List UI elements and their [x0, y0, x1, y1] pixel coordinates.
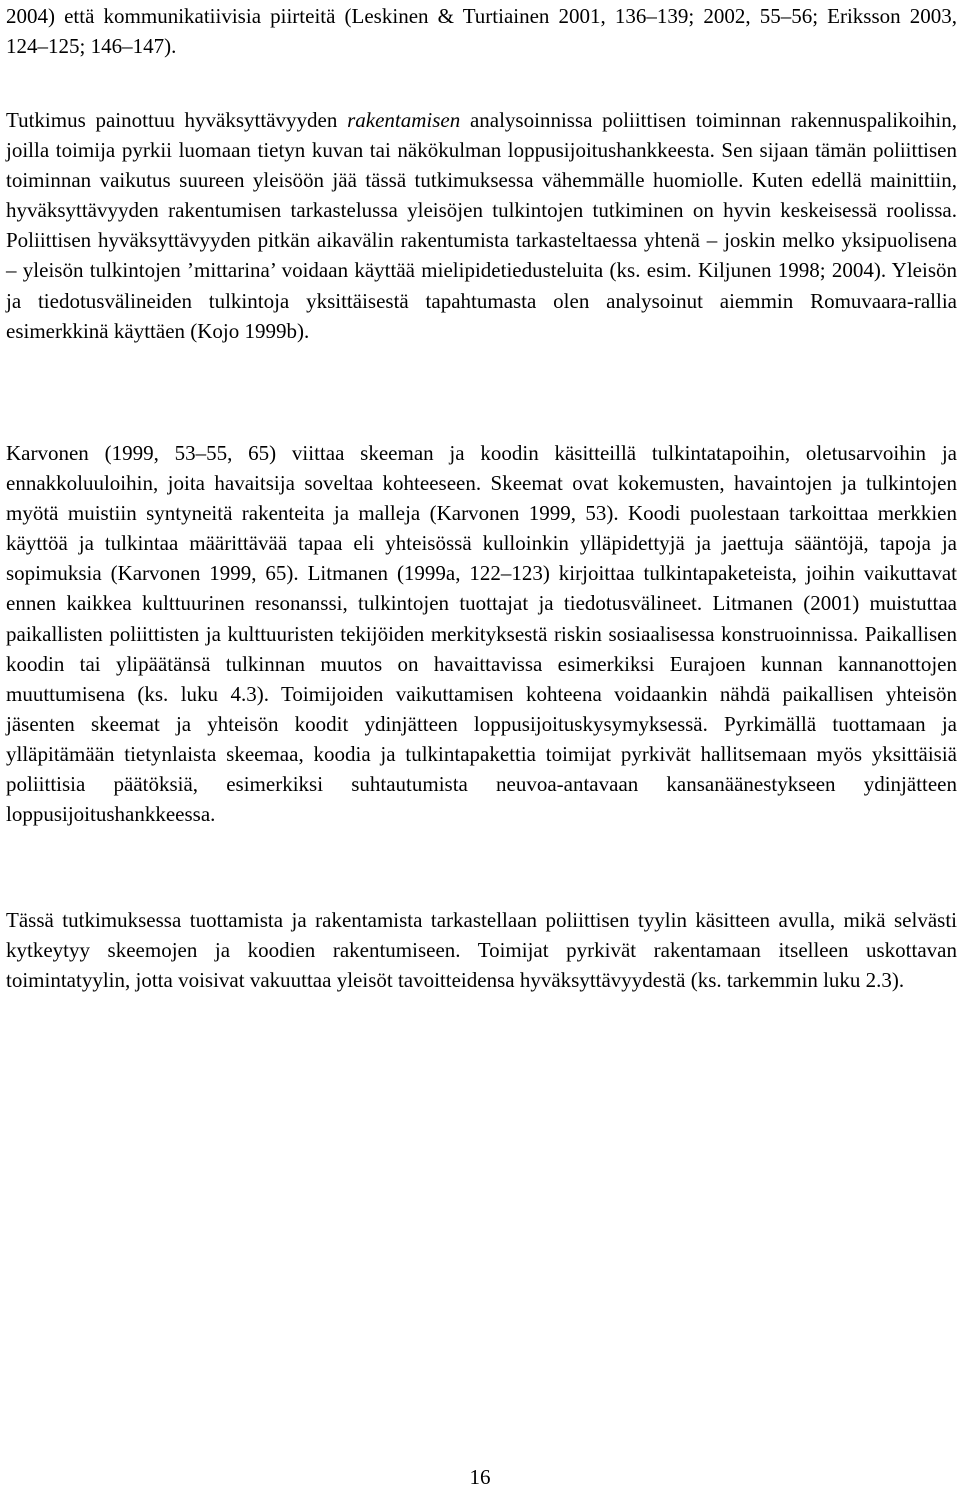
page-number: 16	[469, 1465, 491, 1489]
paragraph-political-style: Tässä tutkimuksessa tuottamista ja rakentamista tarkastellaan poliittisen tyylin käsitteen avulla, mikä selvästi kytkeytyy skeemojen ja koodien rakentumiseen. Toimijat pyrkivät rakentamaan itselleen uskottavan toimintatyylin, jotta voisivat vakuuttaa yleisöt tavoitteidensa hyväksyttävyydestä (ks. tarkemmin luku 2.3).	[6, 908, 957, 993]
paragraph-citation-continuation: 2004) että kommunikatiivisia piirteitä (Leskinen & Turtiainen 2001, 136–139; 2002, 55–56; Eriksson 2003, 124–125; 146–147).	[6, 4, 957, 59]
paragraph-text-rest: analysoinnissa poliittisen toiminnan rakennuspalikoihin, joilla toimija pyrkii luomaan tietyn kuvan tai näkökulman loppusijoitushankkeesta. Sen sijaan tämän poliittisen toiminnan vaikutus suureen yleisöön jää tässä tutkimuksessa vähemmälle huomiolle. Kuten edellä mainittiin, hyväksyttävyyden rakentumisen tarkastelussa yleisöjen tulkintojen tutkiminen on hyvin keskeisessä roolissa. Poliittisen hyväksyttävyyden pitkän aikavälin rakentumista tarkasteltaessa yhtenä – joskin melko yksipuolisena – yleisön tulkintojen ’mittarina’ voidaan käyttää mielipidetiedusteluita (ks. esim. Kiljunen 1998; 2004). Yleisön ja tiedotusvälineiden tulkintoja yksittäisestä tapahtumasta olen analysoinut aiemmin Romuvaara-rallia esimerkkinä käyttäen (Kojo 1999b).	[6, 108, 957, 343]
paragraph-text-start: Tutkimus painottuu hyväksyttävyyden	[6, 108, 348, 132]
paragraph-acceptability-research	[6, 105, 957, 346]
italic-term: rakentamisen	[347, 108, 461, 132]
paragraph-schema-and-code: Karvonen (1999, 53–55, 65) viittaa skeeman ja koodin käsitteillä tulkintatapoihin, oletusarvoihin ja ennakkoluuloihin, joita havaitsija soveltaa kohteeseen. Skeemat ovat kokemusten, havaintojen ja tulkintojen myötä muistiin syntyneitä rakenteita ja malleja (Karvonen 1999, 53). Koodi puolestaan tarkoittaa merkkien käyttöä ja tulkintaa määrittävää tapaa eli yhteisössä kulloinkin ylläpidettyjä ja jaettuja sääntöjä, tapoja ja sopimuksia (Karvonen 1999, 65). Litmanen (1999a, 122–123) kirjoittaa tulkintapaketeista, joihin vaikuttavat ennen kaikkea kulttuurinen resonanssi, tulkintojen tuottajat ja tiedotusvälineet. Litmanen (2001) muistuttaa paikallisten poliittisten ja kulttuuristen tekijöiden merkityksestä riskin sosiaalisessa konstruoinnissa. Paikallisen koodin tai ylipäätänsä tulkinnan muutos on havaittavissa esimerkiksi Eurajoen kunnan kannanottojen muuttumisena (ks. luku 4.3). Toimijoiden vaikuttamisen kohteena voidaankin nähdä paikallisen yhteisön jäsenten skeemat ja yhteisön koodit ydinjätteen loppusijoituskysymyksessä. Pyrkimällä tuottamaan ja ylläpitämään tietynlaista skeemaa, koodia ja tulkintapakettia toimijat pyrkivät hallitsemaan myös yksittäisiä poliittisia päätöksiä, esimerkiksi suhtautumista neuvoa-antavaan kansanäänestykseen ydinjätteen loppusijoitushankkeessa.	[6, 441, 957, 827]
